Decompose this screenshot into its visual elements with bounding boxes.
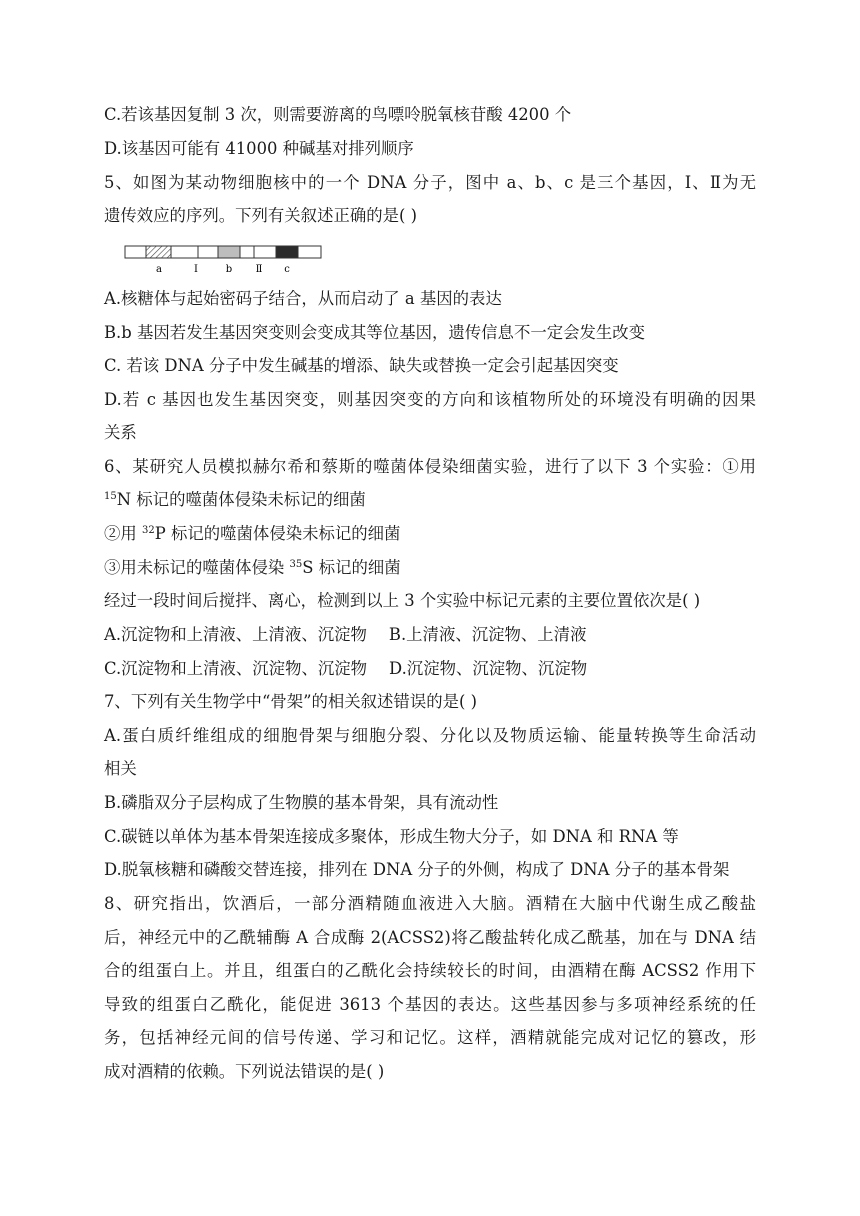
q6-experiment-3: ③用未标记的噬菌体侵染 $^{35}$S 标记的细菌: [104, 558, 401, 577]
q8-stem-line-2: 后，神经元中的乙酰辅酶 A 合成酶 2(ACSS2)将乙酸盐转化成乙酰基，加在与 DNA 结: [104, 928, 756, 947]
q7-option-a-line-2: 相关: [104, 759, 137, 778]
q5-option-c: C. 若该 DNA 分子中发生碱基的增添、缺失或替换一定会引起基因突变: [104, 356, 619, 375]
q4-option-c: C.若该基因复制 3 次，则需要游离的鸟嘌呤脱氧核苷酸 4200 个: [104, 105, 572, 124]
gene-b-segment: [218, 246, 240, 258]
q6-options-ab: [104, 623, 586, 647]
q8-stem-line-5: 务，包括神经元间的信号传递、学习和记忆。这样，酒精就能完成对记忆的篡改，形: [104, 1028, 756, 1047]
dna-gene-diagram: [124, 244, 324, 278]
q4-option-d: D.该基因可能有 41000 种碱基对排列顺序: [104, 139, 414, 158]
q5-option-a: A.核糖体与起始密码子结合，从而启动了 a 基因的表达: [104, 289, 502, 308]
q8-stem-line-6: 成对酒精的依赖。下列说法错误的是( ): [104, 1062, 385, 1081]
diagram-label-i: Ⅰ: [194, 264, 198, 275]
diagram-label-ii: Ⅱ: [255, 264, 263, 275]
q6-question: 经过一段时间后搅拌、离心，检测到以上 3 个实验中标记元素的主要位置依次是( ): [104, 591, 701, 610]
q7-option-b: B.磷脂双分子层构成了生物膜的基本骨架，具有流动性: [104, 793, 499, 812]
q8-stem-line-4: 导致的组蛋白乙酰化，能促进 3613 个基因的表达。这些基因参与多项神经系统的任: [104, 995, 756, 1014]
diagram-label-b: b: [225, 264, 233, 275]
q6-option-a: A.沉淀物和上清液、上清液、沉淀物: [104, 625, 367, 644]
q7-option-c: C.碳链以单体为基本骨架连接成多聚体，形成生物大分子，如 DNA 和 RNA 等: [104, 827, 679, 846]
q7-option-d: D.脱氧核糖和磷酸交替连接，排列在 DNA 分子的外侧，构成了 DNA 分子的基本骨架: [104, 860, 730, 879]
q7-stem: 7、下列有关生物学中“骨架”的相关叙述错误的是( ): [104, 692, 477, 711]
q6-experiment-2: ②用 $^{32}$P 标记的噬菌体侵染未标记的细菌: [104, 524, 401, 543]
q6-option-c: C.沉淀物和上清液、沉淀物、沉淀物: [104, 659, 368, 678]
gene-a-segment: [146, 246, 171, 258]
isotope-35: 35: [289, 559, 303, 570]
q5-stem-line-2: 遗传效应的序列。下列有关叙述正确的是( ): [104, 206, 418, 225]
q6-experiment-1: $^{15}$N 标记的噬菌体侵染未标记的细菌: [104, 490, 366, 509]
q6-stem-line-1: 6、某研究人员模拟赫尔希和蔡斯的噬菌体侵染细菌实验，进行了以下 3 个实验：①用: [104, 457, 756, 476]
q7-option-a-line-1: A.蛋白质纤维组成的细胞骨架与细胞分裂、分化以及物质运输、能量转换等生命活动: [104, 726, 756, 745]
diagram-label-c: c: [284, 264, 290, 275]
gene-c-segment: [276, 246, 298, 258]
q6-option-b: B.上清液、沉淀物、上清液: [388, 625, 587, 644]
q5-stem-line-1: 5、如图为某动物细胞核中的一个 DNA 分子，图中 a、b、c 是三个基因，Ⅰ、Ⅱ为无: [104, 173, 756, 192]
isotope-32: 32: [142, 525, 155, 536]
isotope-15: 15: [104, 491, 117, 502]
q8-stem-line-1: 8、研究指出，饮酒后，一部分酒精随血液进入大脑。酒精在大脑中代谢生成乙酸盐: [104, 894, 756, 913]
q5-option-d-line-1: D.若 c 基因也发生基因突变，则基因突变的方向和该植物所处的环境没有明确的因果: [104, 390, 756, 409]
q8-stem-line-3: 合的组蛋白上。并且，组蛋白的乙酰化会持续较长的时间，由酒精在酶 ACSS2 作用下: [104, 961, 756, 980]
q5-option-b: B.b 基因若发生基因突变则会变成其等位基因，遗传信息不一定会发生改变: [104, 323, 646, 342]
diagram-label-a: a: [156, 264, 162, 275]
q5-option-d-line-2: 关系: [104, 423, 137, 442]
q6-option-d: D.沉淀物、沉淀物、沉淀物: [389, 659, 588, 678]
q6-options-cd: [104, 657, 587, 681]
